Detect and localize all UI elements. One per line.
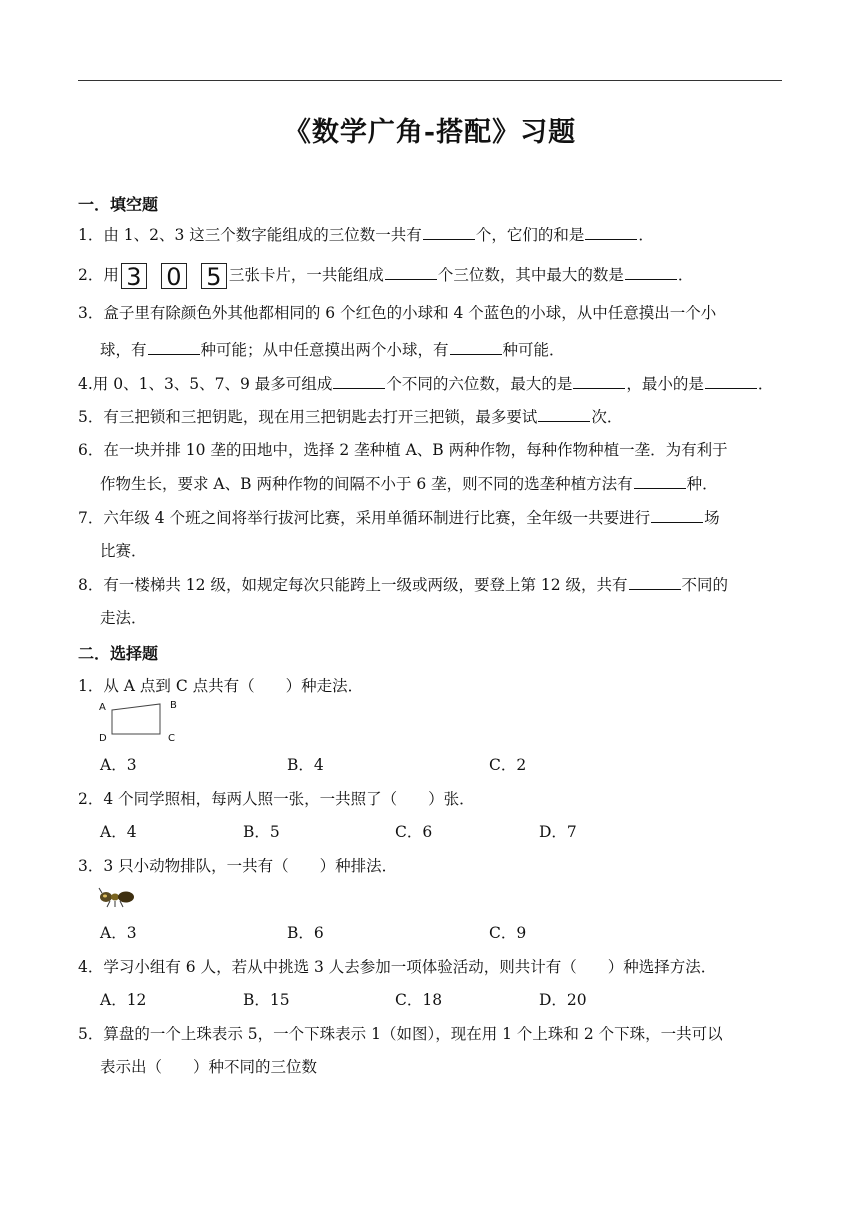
option-d[interactable]: D．7 xyxy=(539,823,577,841)
question-1-7a xyxy=(78,508,720,528)
question-1-3b xyxy=(100,340,565,360)
question-1-1 xyxy=(78,225,654,245)
digit-cards xyxy=(121,263,229,289)
q-text: 个三位数，其中最大的数是 xyxy=(437,266,624,284)
question-2-5b: 表示出（ ）种不同的三位数 xyxy=(100,1058,318,1076)
answer-blank[interactable] xyxy=(148,340,200,355)
option-d[interactable]: D．20 xyxy=(539,991,587,1009)
page-title: 《数学广角-搭配》习题 xyxy=(283,117,577,148)
q-text: 5．有三把锁和三把钥匙，现在用三把钥匙去打开三把锁，最多要试 xyxy=(78,408,538,426)
q-text: 1．由 1、2、3 这三个数字能组成的三位数一共有 xyxy=(78,226,422,244)
question-2-1: 1．从 A 点到 C 点共有（ ）种走法． xyxy=(78,677,364,695)
answer-blank[interactable] xyxy=(625,265,677,280)
point-label-a: A xyxy=(99,702,106,713)
q-text: 8．有一楼梯共 12 级，如规定每次只能跨上一级或两级，要登上第 12 级，共有 xyxy=(78,576,628,594)
q-text: 种可能． xyxy=(502,341,565,359)
answer-blank[interactable] xyxy=(333,374,385,389)
q-text: ． xyxy=(638,226,654,244)
q-text: 三张卡片，一共能组成 xyxy=(228,266,384,284)
answer-blank[interactable] xyxy=(634,474,686,489)
question-2-5a: 5．算盘的一个上珠表示 5，一个下珠表示 1（如图），现在用 1 个上珠和 2 个下珠，一共可以 xyxy=(78,1025,723,1043)
q-text: 个不同的六位数，最大的是 xyxy=(386,375,573,393)
option-a[interactable]: A．3 xyxy=(100,924,137,942)
ant-animal-image xyxy=(98,886,136,908)
answer-blank[interactable] xyxy=(585,225,637,240)
digit-card: 5 xyxy=(201,263,227,289)
question-1-6a: 6．在一块并排 10 垄的田地中，选择 2 垄种植 A、B 两种作物，每种作物种植一垄．为有利于 xyxy=(78,441,728,459)
header-rule xyxy=(78,80,782,81)
question-2-2: 2．4 个同学照相，每两人照一张，一共照了（ ）张． xyxy=(78,790,475,808)
answer-blank[interactable] xyxy=(450,340,502,355)
point-label-c: C xyxy=(168,733,175,744)
q-text: ，最小的是 xyxy=(626,375,704,393)
question-1-4 xyxy=(78,374,773,394)
q-text: ． xyxy=(757,375,774,393)
answer-blank[interactable] xyxy=(629,575,681,590)
q-text: 场 xyxy=(704,509,720,527)
answer-blank[interactable] xyxy=(423,225,475,240)
section-heading-fill-in: 一．填空题 xyxy=(78,195,159,214)
option-c[interactable]: C．9 xyxy=(489,924,527,942)
option-a[interactable]: A．3 xyxy=(100,756,137,774)
q-text: 作物生长，要求 A、B 两种作物的间隔不小于 6 垄，则不同的选垄种植方法有 xyxy=(100,475,633,493)
answer-blank[interactable] xyxy=(538,407,590,422)
q-text: 球，有 xyxy=(100,341,147,359)
q-text: 个，它们的和是 xyxy=(475,226,585,244)
answer-blank[interactable] xyxy=(705,374,757,389)
option-a[interactable]: A．4 xyxy=(100,823,137,841)
question-1-3a: 3．盒子里有除颜色外其他都相同的 6 个红色的小球和 4 个蓝色的小球，从中任意摸出一个小 xyxy=(78,304,717,322)
question-1-7b: 比赛． xyxy=(100,542,147,560)
answer-blank[interactable] xyxy=(651,508,703,523)
q-text: 次． xyxy=(591,408,623,426)
q-text: 种． xyxy=(686,475,718,493)
answer-blank[interactable] xyxy=(573,374,625,389)
option-b[interactable]: B．15 xyxy=(243,991,290,1009)
q-text: ． xyxy=(677,266,694,284)
option-b[interactable]: B．5 xyxy=(243,823,280,841)
q-text: 种可能；从中任意摸出两个小球，有 xyxy=(200,341,449,359)
question-2-4: 4．学习小组有 6 人，若从中挑选 3 人去参加一项体验活动，则共计有（ ）种选择方法． xyxy=(78,958,717,976)
question-1-6b xyxy=(100,474,718,494)
q-text: 4.用 0、1、3、5、7、9 最多可组成 xyxy=(78,375,333,393)
point-label-d: D xyxy=(99,733,107,744)
question-1-5 xyxy=(78,407,622,427)
digit-card: 3 xyxy=(121,263,147,289)
option-c[interactable]: C．6 xyxy=(395,823,433,841)
option-c[interactable]: C．2 xyxy=(489,756,527,774)
section-heading-choice: 二．选择题 xyxy=(78,644,159,663)
path-diagram xyxy=(98,700,182,746)
answer-blank[interactable] xyxy=(385,265,437,280)
option-c[interactable]: C．18 xyxy=(395,991,443,1009)
question-1-8a xyxy=(78,575,728,595)
question-2-3: 3．3 只小动物排队，一共有（ ）种排法． xyxy=(78,857,398,875)
q-text: 7．六年级 4 个班之间将举行拔河比赛，采用单循环制进行比赛，全年级一共要进行 xyxy=(78,509,651,527)
option-a[interactable]: A．12 xyxy=(100,991,147,1009)
point-label-b: B xyxy=(170,700,177,711)
q-text: 不同的 xyxy=(681,576,729,594)
digit-card: 0 xyxy=(161,263,187,289)
option-b[interactable]: B．6 xyxy=(287,924,324,942)
question-1-2 xyxy=(78,263,693,289)
option-b[interactable]: B．4 xyxy=(287,756,324,774)
q-text: 2．用 xyxy=(78,266,119,284)
question-1-8b: 走法． xyxy=(100,609,147,627)
